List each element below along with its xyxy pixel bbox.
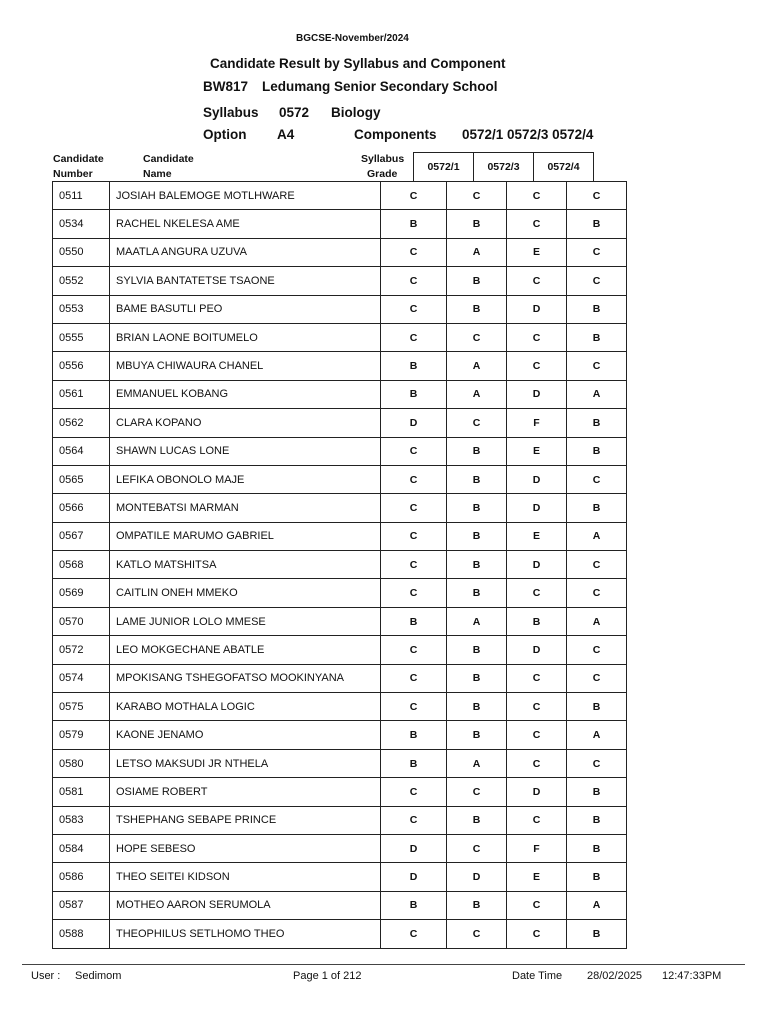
- syllabus-grade-cell: D: [381, 409, 447, 437]
- candidate-number-cell: 0556: [53, 352, 110, 380]
- syllabus-grade-cell: B: [381, 891, 447, 919]
- candidate-number-cell: 0566: [53, 494, 110, 522]
- table-row: [53, 437, 627, 465]
- component-0572-3-cell: F: [507, 409, 567, 437]
- component-0572-3-cell: C: [507, 891, 567, 919]
- candidate-name-cell: THEOPHILUS SETLHOMO THEO: [110, 920, 381, 948]
- candidate-name-cell: THEO SEITEI KIDSON: [110, 863, 381, 891]
- report-title: Candidate Result by Syllabus and Component: [210, 56, 506, 71]
- candidate-number-cell: 0511: [53, 182, 110, 210]
- component-0572-1-cell: B: [447, 494, 507, 522]
- table-row: [53, 920, 627, 948]
- candidate-number-cell: 0568: [53, 551, 110, 579]
- syllabus-grade-cell: C: [381, 664, 447, 692]
- component-0572-3-cell: C: [507, 749, 567, 777]
- syllabus-grade-cell: C: [381, 323, 447, 351]
- col-comp-0572-1: 0572/1: [413, 152, 474, 181]
- component-0572-3-cell: E: [507, 522, 567, 550]
- table-row: [53, 323, 627, 351]
- candidate-number-cell: 0579: [53, 721, 110, 749]
- component-0572-4-cell: B: [567, 693, 627, 721]
- candidate-name-cell: MPOKISANG TSHEGOFATSO MOOKINYANA: [110, 664, 381, 692]
- candidate-number-cell: 0564: [53, 437, 110, 465]
- component-0572-3-cell: C: [507, 352, 567, 380]
- component-0572-4-cell: C: [567, 636, 627, 664]
- table-row: [53, 834, 627, 862]
- component-0572-1-cell: B: [447, 267, 507, 295]
- table-row: [53, 380, 627, 408]
- table-row: [53, 721, 627, 749]
- component-0572-4-cell: C: [567, 551, 627, 579]
- component-0572-4-cell: B: [567, 409, 627, 437]
- candidate-name-cell: SHAWN LUCAS LONE: [110, 437, 381, 465]
- candidate-name-cell: EMMANUEL KOBANG: [110, 380, 381, 408]
- footer-user-value: Sedimom: [75, 970, 122, 982]
- component-0572-3-cell: D: [507, 636, 567, 664]
- candidate-name-cell: CLARA KOPANO: [110, 409, 381, 437]
- candidate-number-cell: 0574: [53, 664, 110, 692]
- candidate-name-cell: BAME BASUTLI PEO: [110, 295, 381, 323]
- component-0572-4-cell: C: [567, 352, 627, 380]
- table-row: [53, 465, 627, 493]
- component-0572-1-cell: B: [447, 465, 507, 493]
- component-0572-4-cell: A: [567, 607, 627, 635]
- component-0572-4-cell: C: [567, 182, 627, 210]
- component-0572-3-cell: C: [507, 693, 567, 721]
- component-0572-1-cell: B: [447, 295, 507, 323]
- syllabus-code: 0572: [279, 105, 310, 120]
- footer-divider: [22, 964, 745, 965]
- results-table: [52, 181, 627, 949]
- candidate-name-cell: JOSIAH BALEMOGE MOTLHWARE: [110, 182, 381, 210]
- component-0572-3-cell: B: [507, 607, 567, 635]
- syllabus-grade-cell: C: [381, 806, 447, 834]
- component-0572-4-cell: B: [567, 863, 627, 891]
- component-0572-4-cell: B: [567, 295, 627, 323]
- component-0572-4-cell: C: [567, 465, 627, 493]
- candidate-number-cell: 0580: [53, 749, 110, 777]
- col-candidate-number: Candidate Number: [53, 153, 104, 180]
- component-0572-1-cell: C: [447, 834, 507, 862]
- option-label: Option: [203, 127, 247, 142]
- table-row: [53, 295, 627, 323]
- syllabus-grade-cell: D: [381, 863, 447, 891]
- syllabus-grade-cell: B: [381, 352, 447, 380]
- candidate-number-cell: 0562: [53, 409, 110, 437]
- candidate-name-cell: HOPE SEBESO: [110, 834, 381, 862]
- component-0572-4-cell: B: [567, 437, 627, 465]
- component-0572-4-cell: C: [567, 664, 627, 692]
- candidate-name-cell: BRIAN LAONE BOITUMELO: [110, 323, 381, 351]
- component-0572-4-cell: B: [567, 920, 627, 948]
- component-0572-4-cell: B: [567, 494, 627, 522]
- syllabus-grade-cell: C: [381, 579, 447, 607]
- component-0572-1-cell: B: [447, 693, 507, 721]
- component-0572-1-cell: B: [447, 437, 507, 465]
- table-row: [53, 607, 627, 635]
- syllabus-grade-cell: C: [381, 778, 447, 806]
- component-0572-4-cell: B: [567, 210, 627, 238]
- option-value: A4: [277, 127, 295, 142]
- component-0572-4-cell: A: [567, 891, 627, 919]
- component-0572-1-cell: B: [447, 551, 507, 579]
- candidate-name-cell: LEFIKA OBONOLO MAJE: [110, 465, 381, 493]
- candidate-name-cell: LEO MOKGECHANE ABATLE: [110, 636, 381, 664]
- component-0572-1-cell: A: [447, 352, 507, 380]
- candidate-number-cell: 0534: [53, 210, 110, 238]
- candidate-name-cell: MOTHEO AARON SERUMOLA: [110, 891, 381, 919]
- component-0572-1-cell: B: [447, 721, 507, 749]
- table-row: [53, 664, 627, 692]
- syllabus-grade-cell: B: [381, 721, 447, 749]
- component-0572-4-cell: B: [567, 834, 627, 862]
- component-0572-3-cell: C: [507, 267, 567, 295]
- component-0572-3-cell: D: [507, 465, 567, 493]
- component-0572-3-cell: C: [507, 664, 567, 692]
- table-row: [53, 238, 627, 266]
- component-0572-1-cell: B: [447, 806, 507, 834]
- component-0572-3-cell: C: [507, 323, 567, 351]
- syllabus-grade-cell: C: [381, 182, 447, 210]
- component-0572-4-cell: A: [567, 721, 627, 749]
- component-0572-1-cell: C: [447, 409, 507, 437]
- footer-datetime-label: Date Time: [512, 970, 563, 982]
- syllabus-grade-cell: C: [381, 522, 447, 550]
- candidate-number-cell: 0561: [53, 380, 110, 408]
- candidate-number-cell: 0565: [53, 465, 110, 493]
- component-0572-4-cell: C: [567, 238, 627, 266]
- component-0572-3-cell: D: [507, 551, 567, 579]
- component-0572-3-cell: E: [507, 238, 567, 266]
- candidate-number-cell: 0570: [53, 607, 110, 635]
- syllabus-grade-cell: C: [381, 693, 447, 721]
- component-0572-1-cell: A: [447, 749, 507, 777]
- candidate-number-cell: 0555: [53, 323, 110, 351]
- table-row: [53, 863, 627, 891]
- candidate-number-cell: 0588: [53, 920, 110, 948]
- col-comp-0572-3: 0572/3: [473, 152, 534, 181]
- centre-code: BW817: [203, 79, 249, 94]
- candidate-number-cell: 0584: [53, 834, 110, 862]
- candidate-name-cell: SYLVIA BANTATETSE TSAONE: [110, 267, 381, 295]
- footer-user-label: User :: [31, 970, 61, 982]
- component-0572-3-cell: C: [507, 210, 567, 238]
- table-row: [53, 891, 627, 919]
- candidate-number-cell: 0575: [53, 693, 110, 721]
- candidate-number-cell: 0572: [53, 636, 110, 664]
- component-0572-4-cell: B: [567, 323, 627, 351]
- centre-name: Ledumang Senior Secondary School: [262, 79, 498, 94]
- component-0572-1-cell: C: [447, 778, 507, 806]
- table-row: [53, 693, 627, 721]
- component-0572-4-cell: C: [567, 749, 627, 777]
- component-0572-4-cell: A: [567, 522, 627, 550]
- component-0572-4-cell: C: [567, 267, 627, 295]
- candidate-number-cell: 0553: [53, 295, 110, 323]
- component-0572-1-cell: A: [447, 607, 507, 635]
- syllabus-grade-cell: C: [381, 494, 447, 522]
- table-row: [53, 267, 627, 295]
- component-0572-1-cell: A: [447, 380, 507, 408]
- component-0572-3-cell: E: [507, 437, 567, 465]
- component-0572-3-cell: C: [507, 920, 567, 948]
- candidate-number-cell: 0567: [53, 522, 110, 550]
- table-row: [53, 409, 627, 437]
- syllabus-label: Syllabus: [203, 105, 259, 120]
- syllabus-grade-cell: C: [381, 465, 447, 493]
- exam-session: BGCSE-November/2024: [296, 33, 409, 44]
- syllabus-grade-cell: B: [381, 607, 447, 635]
- candidate-number-cell: 0583: [53, 806, 110, 834]
- candidate-number-cell: 0550: [53, 238, 110, 266]
- candidate-number-cell: 0581: [53, 778, 110, 806]
- component-0572-3-cell: D: [507, 295, 567, 323]
- component-0572-3-cell: F: [507, 834, 567, 862]
- component-0572-1-cell: D: [447, 863, 507, 891]
- component-0572-1-cell: B: [447, 522, 507, 550]
- candidate-number-cell: 0569: [53, 579, 110, 607]
- component-0572-3-cell: C: [507, 579, 567, 607]
- table-row: [53, 522, 627, 550]
- candidate-name-cell: RACHEL NKELESA AME: [110, 210, 381, 238]
- candidate-name-cell: LAME JUNIOR LOLO MMESE: [110, 607, 381, 635]
- table-row: [53, 636, 627, 664]
- candidate-name-cell: MAATLA ANGURA UZUVA: [110, 238, 381, 266]
- component-0572-3-cell: C: [507, 182, 567, 210]
- syllabus-grade-cell: B: [381, 380, 447, 408]
- candidate-name-cell: LETSO MAKSUDI JR NTHELA: [110, 749, 381, 777]
- table-row: [53, 579, 627, 607]
- component-0572-1-cell: B: [447, 210, 507, 238]
- candidate-name-cell: CAITLIN ONEH MMEKO: [110, 579, 381, 607]
- footer-time: 12:47:33PM: [662, 970, 722, 982]
- footer-page: Page 1 of 212: [293, 970, 362, 982]
- candidate-name-cell: TSHEPHANG SEBAPE PRINCE: [110, 806, 381, 834]
- component-0572-3-cell: D: [507, 494, 567, 522]
- syllabus-grade-cell: C: [381, 920, 447, 948]
- candidate-number-cell: 0552: [53, 267, 110, 295]
- table-row: [53, 182, 627, 210]
- table-row: [53, 494, 627, 522]
- component-0572-1-cell: C: [447, 182, 507, 210]
- component-0572-1-cell: A: [447, 238, 507, 266]
- component-0572-3-cell: C: [507, 806, 567, 834]
- component-0572-4-cell: B: [567, 778, 627, 806]
- candidate-number-cell: 0586: [53, 863, 110, 891]
- components-value: 0572/1 0572/3 0572/4: [462, 127, 594, 142]
- component-0572-1-cell: B: [447, 636, 507, 664]
- component-0572-4-cell: C: [567, 579, 627, 607]
- candidate-name-cell: OSIAME ROBERT: [110, 778, 381, 806]
- component-0572-4-cell: A: [567, 380, 627, 408]
- components-label: Components: [354, 127, 437, 142]
- component-0572-4-cell: B: [567, 806, 627, 834]
- syllabus-grade-cell: C: [381, 636, 447, 664]
- syllabus-grade-cell: C: [381, 437, 447, 465]
- syllabus-grade-cell: C: [381, 238, 447, 266]
- col-syllabus-grade: Syllabus Grade: [361, 153, 405, 180]
- syllabus-grade-cell: B: [381, 749, 447, 777]
- component-0572-1-cell: C: [447, 920, 507, 948]
- table-row: [53, 210, 627, 238]
- syllabus-grade-cell: D: [381, 834, 447, 862]
- component-0572-1-cell: B: [447, 579, 507, 607]
- component-0572-1-cell: B: [447, 664, 507, 692]
- candidate-name-cell: KATLO MATSHITSA: [110, 551, 381, 579]
- table-row: [53, 806, 627, 834]
- syllabus-grade-cell: C: [381, 267, 447, 295]
- candidate-name-cell: KARABO MOTHALA LOGIC: [110, 693, 381, 721]
- table-row: [53, 778, 627, 806]
- footer-date: 28/02/2025: [587, 970, 643, 982]
- table-row: [53, 352, 627, 380]
- syllabus-grade-cell: C: [381, 551, 447, 579]
- col-candidate-name: Candidate Name: [143, 153, 194, 180]
- candidate-number-cell: 0587: [53, 891, 110, 919]
- component-0572-3-cell: D: [507, 380, 567, 408]
- syllabus-grade-cell: B: [381, 210, 447, 238]
- component-0572-3-cell: C: [507, 721, 567, 749]
- candidate-name-cell: MONTEBATSI MARMAN: [110, 494, 381, 522]
- table-row: [53, 749, 627, 777]
- component-0572-1-cell: B: [447, 891, 507, 919]
- table-row: [53, 551, 627, 579]
- candidate-name-cell: KAONE JENAMO: [110, 721, 381, 749]
- component-0572-1-cell: C: [447, 323, 507, 351]
- component-0572-3-cell: D: [507, 778, 567, 806]
- syllabus-name: Biology: [331, 105, 381, 120]
- candidate-name-cell: OMPATILE MARUMO GABRIEL: [110, 522, 381, 550]
- candidate-name-cell: MBUYA CHIWAURA CHANEL: [110, 352, 381, 380]
- syllabus-grade-cell: C: [381, 295, 447, 323]
- col-comp-0572-4: 0572/4: [533, 152, 594, 181]
- component-0572-3-cell: E: [507, 863, 567, 891]
